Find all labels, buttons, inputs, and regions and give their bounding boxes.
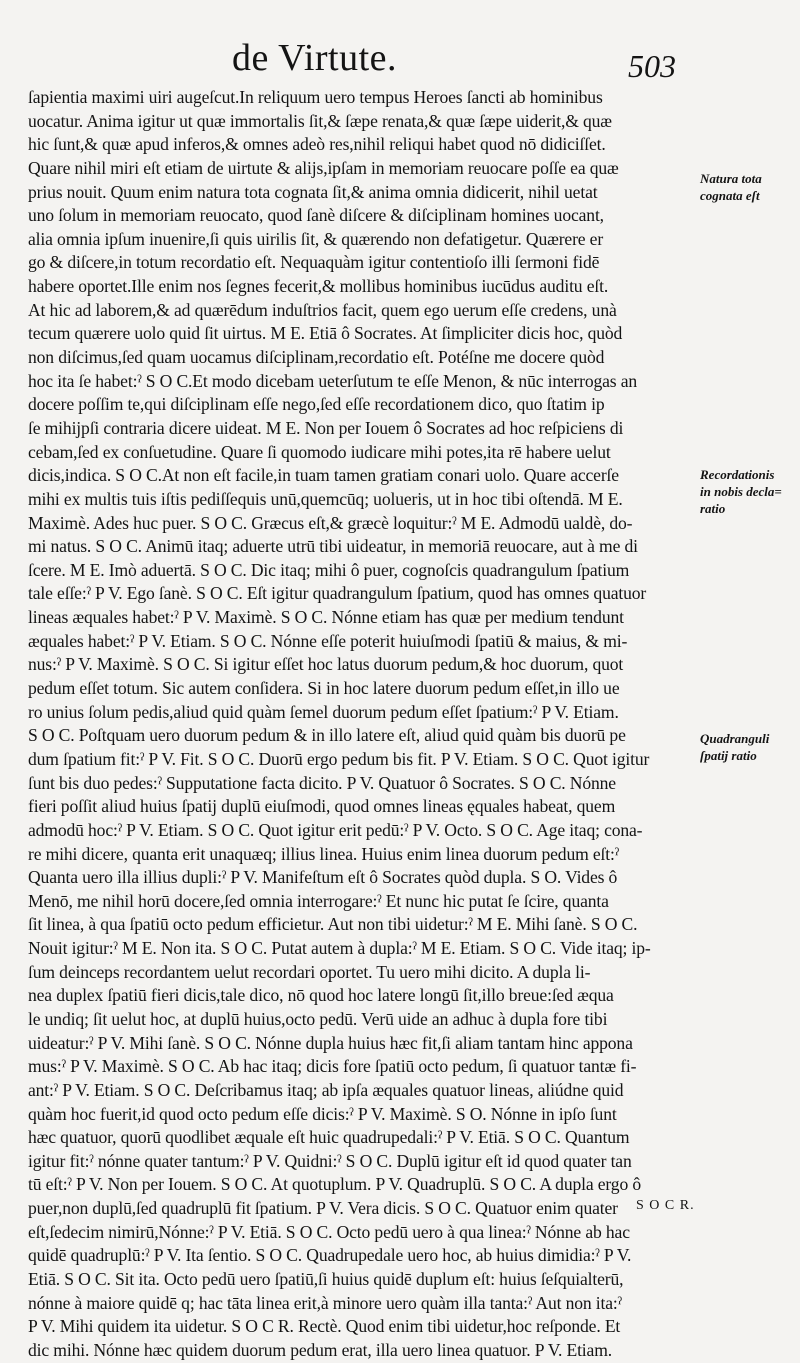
text-line: cebam,ſed ex conſuetudine. Quare ſi quomodo iudicare mihi potes,ita rē habere uelut — [28, 441, 611, 462]
text-line: ſe mihijpſi contraria dicere uideat. M E. Non per Iouem ô Socrates ad hoc reſpiciens di — [28, 417, 624, 438]
text-line: le undiq; ſit uelut hoc, at duplū huius,octo pedū. Verū uide an adhuc à dupla fore tibi — [28, 1008, 608, 1029]
text-line: Nouit igitur:ˀ M E. Non ita. S O C. Putat autem à dupla:ˀ M E. Etiam. S O C. Vide itaq; ip- — [28, 938, 651, 959]
text-line: æquales habet:ˀ P V. Etiam. S O C. Nónne eſſe poterit huiuſmodi ſpatiū & maius, & mi- — [28, 630, 628, 651]
body-text — [28, 86, 696, 1363]
text-line: hoc ita ſe habet:ˀ S O C.Et modo dicebam ueterſutum te eſſe Menon, & nūc interrogas an — [28, 370, 638, 391]
text-line: pedum eſſet totum. Sic autem conſidera. Si in hoc latere duorum pedum eſſet,in illo ue — [28, 678, 620, 699]
text-line: nea duplex ſpatiū fieri dicis,tale dico, nō quod hoc latere longū ſit,illo breue:ſed æqua — [28, 985, 614, 1006]
text-line: ſit linea, à qua ſpatiū octo pedum efficietur. Aut non tibi uidetur:ˀ M E. Mihi ſanè. S O C. — [28, 914, 638, 935]
marginal-note-natura — [700, 170, 796, 204]
text-line: Maximè. Ades huc puer. S O C. Græcus eſt,& græcè loquitur:ˀ M E. Admodū ualdè, do- — [28, 512, 633, 533]
text-line: uocatur. Anima igitur ut quæ immortalis ſit,& ſæpe renata,& quæ ſæpe uiderit,& quæ — [28, 110, 612, 131]
text-line: ant:ˀ P V. Etiam. S O C. Deſcribamus itaq; ab ipſa æquales quatuor lineas, aliúdne quid — [28, 1079, 624, 1100]
text-line: puer,non duplū,ſed quadruplū fit ſpatium. P V. Vera dicis. S O C. Quatuor enim quater — [28, 1198, 618, 1219]
text-line: re mihi dicere, quanta erit unaquæq; illius linea. Huius enim linea duorum pedum eſt:ˀ — [28, 843, 619, 864]
running-title: de Virtute. — [232, 37, 398, 79]
text-line: fieri poſſit aliud huius ſpatij duplū eiuſmodi, quod omnes lineas ęquales habeat, quem — [28, 796, 616, 817]
text-line: nónne à maiore quidē q; hac tāta linea erit,à minore uero quàm illa tanta:ˀ Aut non ita:ˀ — [28, 1292, 622, 1313]
text-line: ſcere. M E. Imò aduertā. S O C. Dic itaq; mihi ô puer, cognoſcis quadrangulum ſpatium — [28, 559, 630, 580]
text-line: ro unius ſolum pedis,aliud quid quàm ſemel duorum pedum eſſet ſpatium:ˀ P V. Etiam. — [28, 701, 619, 722]
text-line: P V. Mihi quidem ita uidetur. S O C R. Rectè. Quod enim tibi uidetur,hoc reſponde. Et — [28, 1316, 621, 1337]
text-line: ſum deinceps recordantem uelut recordari oportet. Tu uero mihi dicito. A dupla li- — [28, 961, 591, 982]
text-line: admodū hoc:ˀ P V. Etiam. S O C. Quot igitur erit pedū:ˀ P V. Octo. S O C. Age itaq; cona- — [28, 819, 643, 840]
page-number: 503 — [628, 48, 676, 84]
text-line: dum ſpatium fit:ˀ P V. Fit. S O C. Duorū ergo pedum bis fit. P V. Etiam. S O C. Quot igitur — [28, 748, 650, 769]
text-line: quàm hoc fuerit,id quod octo pedum eſſe dicis:ˀ P V. Maximè. S O. Nónne in ipſo ſunt — [28, 1103, 617, 1124]
text-line: At hic ad laborem,& ad quærēdum induſtrios facit, quem ego uerum eſſe credens, unà — [28, 299, 617, 320]
text-line: Menō, me nihil horū docere,ſed omnia interrogare:ˀ Et nunc hic putat ſe ſcire, quanta — [28, 890, 609, 911]
text-line: dic mihi. Nónne hæc quidem duorum pedum erat, illa uero linea quatuor. P V. Etiam. — [28, 1339, 612, 1360]
text-line: uideatur:ˀ P V. Mihi ſanè. S O C. Nónne dupla huius hæc fit,ſi aliam tantam hinc appona — [28, 1032, 633, 1053]
text-line: eſt,ſedecim nimirū,Nónne:ˀ P V. Etiā. S O C. Octo pedū uero à qua linea:ˀ Nónne ab hac — [28, 1221, 630, 1242]
text-line: mihi ex multis tuis iſtis pediſſequis unū,quemcūq; uolueris, ut in hoc tibi oſtendā. M E. — [28, 488, 623, 509]
text-line: Quanta uero illa illius dupli:ˀ P V. Manifeſtum eſt ô Socrates quòd dupla. S O. Vides ô — [28, 867, 618, 888]
text-line: tecum quærere uolo quid ſit uirtus. M E. Etiā ô Socrates. At ſimpliciter dicis hoc, quòd — [28, 323, 623, 344]
marginal-note-line: in nobis decla= — [700, 484, 782, 499]
text-line: Etiā. S O C. Sit ita. Octo pedū uero ſpatiū,ſi huius quidē duplum eſt: huius ſeſquialterū, — [28, 1269, 624, 1290]
text-line: mi natus. S O C. Animū itaq; aduerte utrū tibi uideatur, in memoriā reuocare, aut à me di — [28, 536, 638, 557]
catchword: S O C R. — [636, 1198, 695, 1213]
marginal-note-line: ſpatij ratio — [700, 748, 757, 763]
marginal-note-line: cognata eſt — [700, 188, 760, 203]
text-line: nus:ˀ P V. Maximè. S O C. Si igitur eſſet hoc latus duorum pedum,& hoc duorum, quot — [28, 654, 624, 675]
text-line: ſunt bis duo pedes:ˀ Supputatione facta dicito. P V. Quatuor ô Socrates. S O C. Nónne — [28, 772, 616, 793]
text-line: Quare nihil miri eſt etiam de uirtute & alijs,ipſam in memoriam reuocare poſſe ea quæ — [28, 157, 619, 178]
text-line: igitur fit:ˀ nónne quater tantum:ˀ P V. Quidni:ˀ S O C. Duplū igitur eſt id quod quater tan — [28, 1150, 632, 1171]
text-line: non diſcimus,ſed quam uocamus diſciplinam,recordatio eſt. Potéſne me docere quòd — [28, 347, 605, 368]
text-line: lineas æquales habet:ˀ P V. Maximè. S O C. Nónne etiam has quæ per medium tendunt — [28, 607, 624, 628]
marginal-note-quadranguli — [700, 730, 796, 764]
text-line: alia omnia ipſum inuenire,ſi quis uirilis ſit, & quærendo non defatigetur. Quærere er — [28, 228, 604, 249]
marginal-note-recordationis — [700, 466, 796, 517]
text-line: habere oportet.Ille enim nos ſegnes fecerit,& mollibus hominibus iucūdus auditu eſt. — [28, 276, 609, 297]
text-line: quidē quadruplū:ˀ P V. Ita ſentio. S O C. Quadrupedale uero hoc, ab huius dimidia:ˀ P V. — [28, 1245, 632, 1266]
marginal-note-line: Quadranguli — [700, 731, 770, 746]
text-line: S O C. Poſtquam uero duorum pedum & in illo latere eſt, aliud quid quàm bis duorū pe — [28, 725, 626, 746]
text-line: prius nouit. Quum enim natura tota cognata ſit,& anima omnia didicerit, nihil uetat — [28, 181, 598, 202]
text-line: uno ſolum in memoriam reuocato, quod ſanè diſcere & diſciplinam homines uocant, — [28, 205, 604, 226]
text-line: mus:ˀ P V. Maximè. S O C. Ab hac itaq; dicis fore ſpatiū octo pedum, ſi quatuor tantæ fi- — [28, 1056, 637, 1077]
text-line: docere poſſim te,qui diſciplinam eſſe nego,ſed eſſe recordationem dico, quo ſtatim ip — [28, 394, 605, 415]
text-line: go & diſcere,in totum recordatio eſt. Nequaquàm igitur contentioſo illi ſermoni fidē — [28, 252, 600, 273]
text-line: ſapientia maximi uiri augeſcut.In reliquum uero tempus Heroes ſancti ab hominibus — [28, 87, 603, 107]
marginal-note-line: Natura tota — [700, 171, 762, 186]
text-line: tū eſt:ˀ P V. Non per Iouem. S O C. At quotuplum. P V. Quadruplū. S O C. A dupla ergo ô — [28, 1174, 641, 1195]
text-line: tale eſſe:ˀ P V. Ego ſanè. S O C. Eſt igitur quadrangulum ſpatium, quod has omnes quatuor — [28, 583, 647, 604]
marginal-note-line: Recordationis — [700, 467, 775, 482]
text-line: hic ſunt,& quæ apud inferos,& omnes adeò res,nihil reliqui habet quod nō didiciſſet. — [28, 134, 606, 155]
marginal-note-line: ratio — [700, 501, 726, 516]
text-line: hæc quatuor, quorū quodlibet æquale eſt huic quadrupedali:ˀ P V. Etiā. S O C. Quantum — [28, 1127, 630, 1148]
text-line: dicis,indica. S O C.At non eſt facile,in tuam tamen gratiam conari uolo. Quare accerſe — [28, 465, 619, 486]
